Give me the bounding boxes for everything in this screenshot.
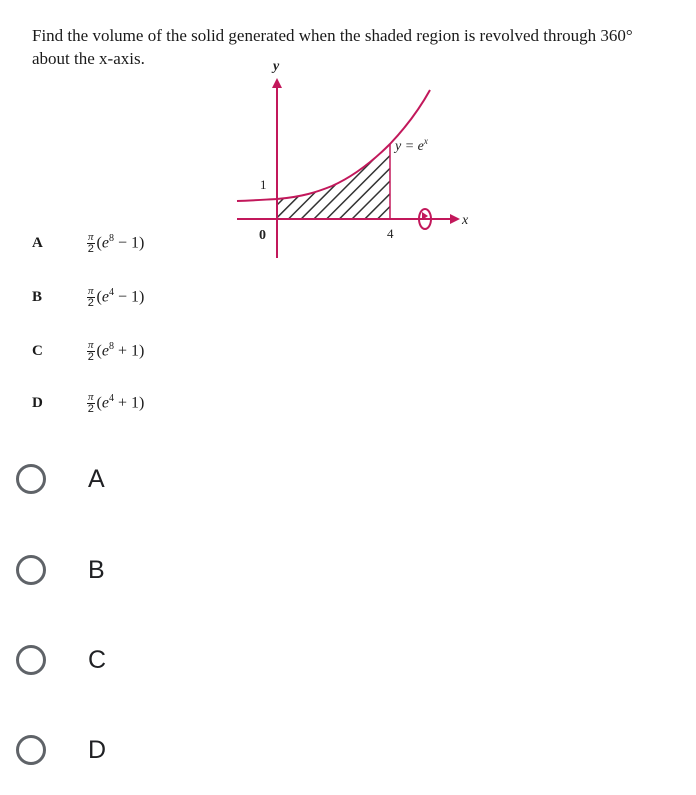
choice-label: C bbox=[88, 645, 107, 674]
radio-choice-b[interactable] bbox=[16, 555, 105, 585]
option-expression: $\frac{\pi}{2}$ $(e^8 - 1)$ bbox=[87, 230, 145, 255]
x-tick-4: 4 bbox=[387, 226, 394, 241]
curve-label: $y = e^x$ bbox=[395, 136, 428, 154]
choice-label: D bbox=[88, 735, 107, 764]
choice-label: B bbox=[88, 555, 105, 584]
x-axis-label: x bbox=[462, 213, 469, 228]
radio-button[interactable] bbox=[16, 735, 46, 765]
option-c bbox=[32, 338, 144, 364]
option-d bbox=[32, 390, 144, 416]
question-line-2: about the x-axis. bbox=[32, 49, 145, 68]
radio-choice-c[interactable] bbox=[16, 645, 106, 675]
choice-label: A bbox=[88, 464, 105, 493]
option-expression: $\frac{\pi}{2}$ $(e^8 + 1)$ bbox=[87, 338, 145, 363]
question-line-1: Find the volume of the solid generated when the shaded region is revolved through 360° bbox=[32, 26, 633, 45]
y-tick-1: 1 bbox=[260, 177, 267, 192]
radio-button[interactable] bbox=[16, 645, 46, 675]
x-axis-arrow bbox=[450, 214, 460, 224]
radio-button[interactable] bbox=[16, 555, 46, 585]
option-letter: B bbox=[32, 288, 43, 305]
option-expression: $\frac{\pi}{2}$ $(e^4 - 1)$ bbox=[87, 284, 145, 309]
graph-figure bbox=[232, 58, 482, 263]
option-letter: D bbox=[32, 394, 43, 411]
y-axis-arrow bbox=[272, 78, 282, 88]
option-letter: A bbox=[32, 234, 43, 251]
radio-button[interactable] bbox=[16, 464, 46, 494]
radio-choice-a[interactable] bbox=[16, 464, 105, 494]
option-letter: C bbox=[32, 342, 43, 359]
shaded-region bbox=[277, 144, 390, 219]
option-expression: $\frac{\pi}{2}$ $(e^4 + 1)$ bbox=[87, 390, 145, 415]
option-a bbox=[32, 230, 144, 256]
origin-label: 0 bbox=[259, 228, 266, 243]
radio-choice-d[interactable] bbox=[16, 735, 106, 765]
y-axis-label: y bbox=[273, 59, 280, 74]
option-b bbox=[32, 284, 144, 310]
